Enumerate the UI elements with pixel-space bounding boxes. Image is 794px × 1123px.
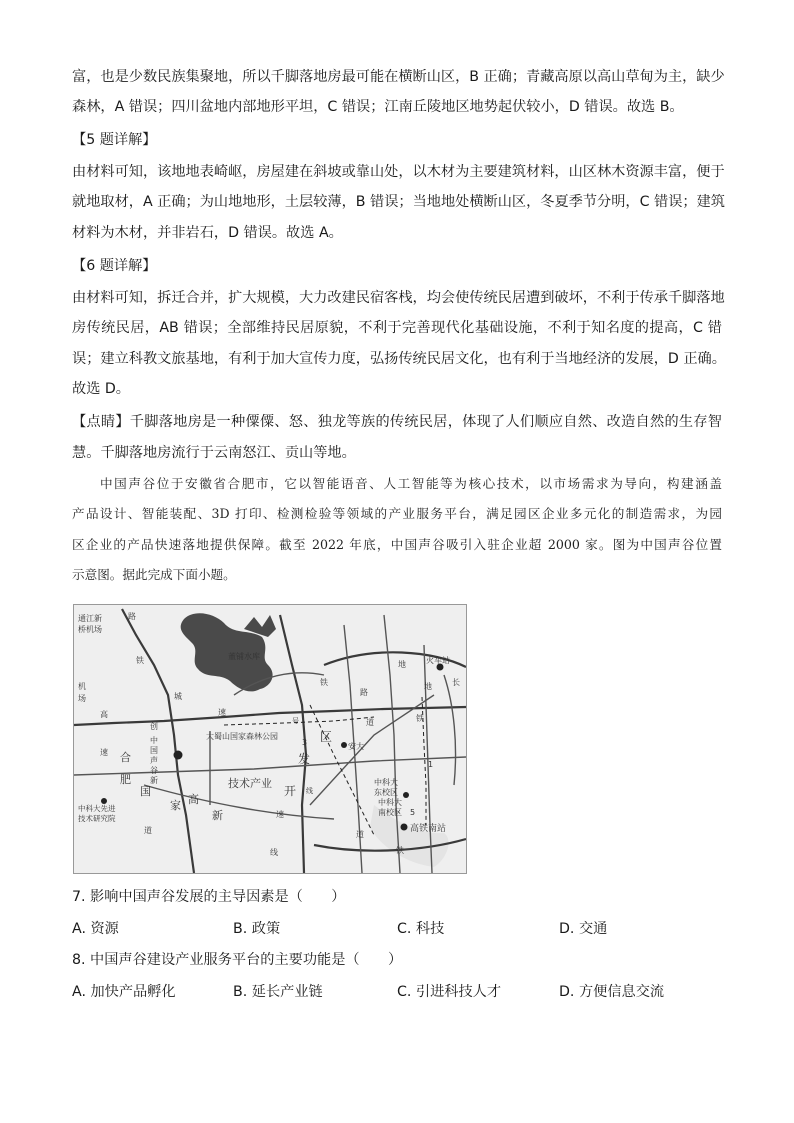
label-rd-3: 道 (366, 718, 374, 727)
label-dev-zone-3: 区 (320, 730, 333, 744)
label-corner: 长 (452, 678, 460, 687)
anhui-univ-marker (341, 742, 347, 748)
label-valley-1: 中 (150, 736, 158, 745)
analysis-q6-line-3: 误；建立科教文旅基地，有利于加大宣传力度，弘扬传统民居文化，也有利于当地经济的发展，D 正确。 (72, 351, 726, 367)
label-num-5: 5 (410, 808, 416, 817)
label-hefei-2: 肥 (120, 773, 131, 786)
label-hw-6: 路 (128, 612, 136, 621)
label-rd-4: 速 (276, 810, 284, 819)
analysis-q6-line-2: 房传统民居，AB 错误；全部维持民居原貌，不利于完善现代化基础设施，不利于知名度的提高，C 错 (72, 320, 722, 336)
label-ustc-south-2: 南校区 (378, 808, 402, 817)
label-airport-2: 桥机场 (78, 625, 102, 634)
q8-option-d[interactable]: D. 方便信息交流 (559, 984, 665, 1000)
q8-option-b[interactable]: B. 延长产业链 (233, 984, 323, 1000)
question-7-stem: 7. 影响中国声谷发展的主导因素是（ ） (72, 889, 346, 905)
q7-option-a[interactable]: A. 资源 (72, 921, 119, 937)
label-train-station: 火车站 (426, 656, 450, 665)
key-point-line-1: 【点睛】千脚落地房是一种僳僳、怒、独龙等族的传统民居，体现了人们顺应自然、改造自然的生存智 (72, 414, 722, 430)
label-rail-1: 铁 (320, 678, 328, 687)
label-forest-park-1: 大蜀山国家森林公园 (206, 732, 278, 741)
material-line-1: 中国声谷位于安徽省合肥市，它以智能语音、人工智能等为核心技术，以市场需求为导向，构建涵盖 (100, 476, 722, 491)
q8-option-c[interactable]: C. 引进科技人才 (397, 984, 502, 1000)
label-valley-4: 谷 (150, 766, 158, 775)
label-rd-2: 速 (218, 708, 226, 717)
label-anhui-univ: 安大 (348, 742, 364, 751)
ustc-south-marker (403, 792, 409, 798)
q7-option-c[interactable]: C. 科技 (397, 921, 445, 937)
label-rd-7: 新 (150, 776, 158, 785)
analysis-q5-line-1: 由材料可知，该地地表崎岖，房屋建在斜坡或靠山处，以木材为主要建筑材料，山区林木资源丰富，便于 (72, 164, 725, 180)
analysis-q6-line-4: 故选 D。 (72, 381, 130, 397)
label-airport-1: 通江新 (78, 614, 102, 623)
hsr-south-station-marker (401, 824, 408, 831)
label-ustc-east-1: 中科大 (374, 778, 398, 787)
label-hefei-4: 家 (170, 799, 181, 812)
map-drawing (74, 605, 466, 873)
label-ustc-adv-1: 中科大先进 (78, 804, 116, 813)
label-rd-1: 城 (174, 692, 182, 701)
analysis-q4-tail-line-1: 富，也是少数民族集聚地，所以千脚落地房最可能在横断山区，B 正确；青藏高原以高山草甸为主，缺少 (72, 69, 725, 85)
label-rd-10: 铁 (136, 656, 144, 665)
label-dev-zone-1: 开 (284, 784, 297, 798)
label-num-1: 1 (428, 760, 434, 769)
label-rd-5: 线 (270, 848, 278, 857)
sound-valley-location-map (73, 604, 467, 874)
label-rail-3: 铁 (396, 846, 404, 855)
label-subway-2: 地 (424, 682, 432, 691)
q7-option-d[interactable]: D. 交通 (559, 921, 608, 937)
label-hw-2: 速 (100, 748, 108, 757)
material-line-3: 区企业的产品快速落地提供保障。截至 2022 年底，中国声谷吸引入驻企业超 2000 家。图为中国声谷位置 (72, 537, 722, 552)
key-point-line-2: 慧。千脚落地房流行于云南怒江、贡山等地。 (72, 445, 356, 461)
label-valley-2: 国 (150, 746, 158, 755)
label-rd-9: 路 (360, 688, 368, 697)
label-hsr-station: 高铁南站 (410, 824, 447, 834)
label-rd-6: 创 (150, 722, 158, 731)
label-high-new-2: 新 (212, 809, 223, 822)
label-valley-3: 声 (150, 756, 158, 765)
label-rd-8: 道 (356, 830, 364, 839)
label-subway-1: 地 (398, 660, 406, 669)
label-tiny-2: 线 (306, 787, 313, 795)
analysis-q5-line-3: 材料为木材，并非岩石，D 错误。故选 A。 (72, 225, 343, 241)
q7-option-b[interactable]: B. 政策 (233, 921, 281, 937)
question-8-stem: 8. 中国声谷建设产业服务平台的主要功能是（ ） (72, 952, 403, 968)
analysis-q6-line-1: 由材料可知，拆迁合并，扩大规模，大力改建民宿客栈，均会使传统民居遭到破坏，不利于传承千脚落地 (72, 290, 725, 306)
label-reservoir: 董铺水库 (228, 652, 260, 661)
material-line-4: 示意图。据此完成下面小题。 (72, 567, 236, 582)
label-hefei-3: 国 (140, 785, 151, 798)
material-line-2: 产品设计、智能装配、3D 打印、检测检验等领域的产业服务平台，满足园区企业多元化的制造需求，为园 (72, 506, 722, 521)
label-ustc-south-1: 中科大 (378, 798, 402, 807)
label-dev-zone-2: 发 (298, 752, 311, 766)
label-ustc-east-2: 东校区 (374, 788, 398, 797)
sound-valley-marker (174, 751, 183, 760)
label-hw-4: 场 (78, 694, 86, 703)
label-num-3: 3 (302, 738, 308, 747)
label-hw-1: 高 (100, 710, 108, 719)
heading-q6-explanation: 【6 题详解】 (72, 258, 157, 274)
analysis-q4-tail-line-2: 森林，A 错误；四川盆地内部地形平坦，C 错误；江南丘陵地区地势起伏较小，D 错误。故选 B。 (72, 99, 684, 115)
label-high-tech-industry: 技术产业 (228, 777, 272, 790)
label-high-new-1: 高 (188, 793, 199, 806)
label-ustc-adv-2: 技术研究院 (78, 814, 116, 823)
label-rail-2: 铁 (416, 714, 424, 723)
label-hw-3: 机 (78, 682, 86, 691)
heading-q5-explanation: 【5 题详解】 (72, 132, 157, 148)
label-hw-5: 道 (144, 826, 152, 835)
label-hefei-1: 合 (120, 751, 131, 764)
label-tiny-1: 号 (292, 717, 299, 725)
q8-option-a[interactable]: A. 加快产品孵化 (72, 984, 176, 1000)
analysis-q5-line-2: 就地取材，A 正确；为山地地形，土层较薄，B 错误；当地地处横断山区，冬夏季节分明，C 错误；建筑 (72, 194, 725, 210)
